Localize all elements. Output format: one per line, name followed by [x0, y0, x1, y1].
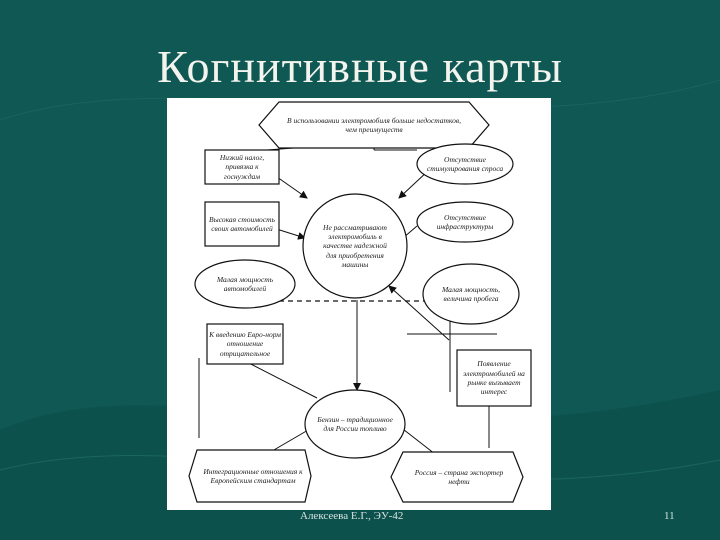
node-euro-standards: К введению Евро-норм отношение отрицательное [209, 329, 281, 358]
node-no-infra: Отсутствие инфраструктуры [436, 212, 494, 231]
node-center: Не рассматривают электромобиль в качестве надежной для приобретения машины [323, 222, 387, 270]
slide-title: Когнитивные карты [157, 41, 563, 92]
node-top-hexagon: В использовании электромобиля больше недостатков, чем преимуществ [287, 115, 461, 134]
node-new-car-market: Появление электромобилей на рынке вызывает интерес [463, 359, 525, 397]
node-no-demand: Отсутствие стимулирования спроса [426, 154, 504, 173]
slide-footer-author: Алексеева Е.Г., ЭУ-42 [300, 510, 404, 522]
node-petrol: Бензин – традиционное для России топливо [317, 414, 393, 433]
node-bottom-right: Россия – страна экспортер нефти [414, 467, 504, 486]
slide-page-number: 11 [664, 510, 675, 522]
cognitive-map-diagram [167, 98, 551, 510]
node-small-taxes: Низкий налог, привязка к госнуждам [219, 152, 265, 181]
node-small-power: Малая мощность, величина пробега [441, 284, 501, 303]
node-small-range: Малая мощность автомобилей [216, 274, 274, 293]
node-high-price: Высокая стоимость своих автомобилей [209, 214, 275, 233]
node-bottom-left: Интеграционные отношения к Европейским стандартам [203, 466, 303, 485]
